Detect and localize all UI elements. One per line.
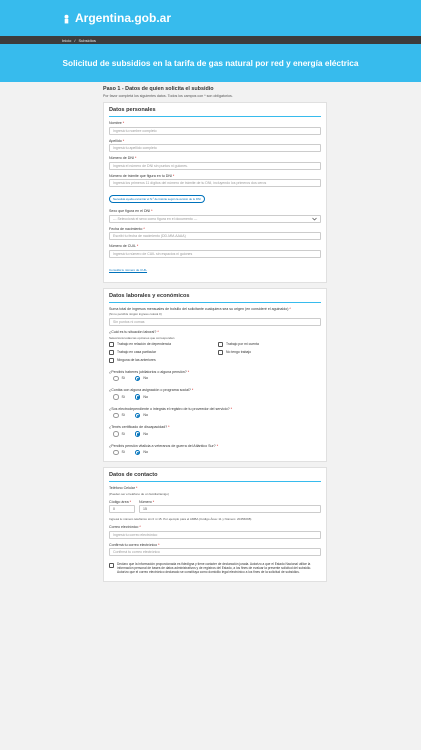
- radio-button[interactable]: [135, 376, 141, 382]
- q2-label: ¿Contás con alguna asignación o programa social? *: [109, 388, 194, 392]
- checkbox[interactable]: [109, 342, 114, 347]
- area-label: Código área *: [109, 499, 131, 504]
- labor-data-title: Datos laborales y económicos: [109, 293, 321, 303]
- tramite-input[interactable]: Ingresá los primeros 11 dígitos del número de trámite de tu DNI, incluyendo los primeros dos ceros: [109, 179, 321, 187]
- tramite-label: Número de trámite que figura en tu DNI *: [109, 173, 175, 178]
- q4-radios: [113, 431, 321, 437]
- q4-no[interactable]: No: [135, 431, 148, 437]
- option-dependencia[interactable]: Trabajo en relación de dependencia: [109, 342, 212, 347]
- q4-si[interactable]: Sí: [113, 431, 125, 437]
- q2-radios: [113, 394, 321, 400]
- telefono-note: Ingresá tu número telefónico sin 0 ni 15. Por ejemplo para el AMBA (Código Área: 11 y Número: 20456098): [109, 517, 252, 521]
- ingresos-hint: (Si no percibís ningún ingreso colocá 0): [109, 312, 162, 316]
- personal-data-card: [103, 102, 327, 283]
- step-title: Paso 1 - Datos de quien solicita el subsidio: [103, 86, 214, 92]
- breadcrumb-home[interactable]: Inicio: [62, 37, 72, 43]
- q3-label: ¿Sos electrodependiente o integrás el registro de tu proveedor del servicio? *: [109, 406, 233, 411]
- brand-name: Argentina.gob.ar: [75, 11, 172, 25]
- situacion-hint: Seleccioná todas las opciones que correspondan: [109, 335, 175, 340]
- sexo-select[interactable]: [109, 215, 321, 223]
- email-label: Correo electrónico *: [109, 525, 141, 529]
- q2-si[interactable]: Sí: [113, 394, 125, 400]
- sun-emblem-icon: [62, 13, 71, 24]
- option-casa-particular[interactable]: Trabajo en casa particular: [109, 350, 212, 355]
- nacimiento-input[interactable]: Escribí tu fecha de nacimiento (DD-MM-AAAA): [109, 232, 321, 240]
- telefono-label: Teléfono Celular *: [109, 486, 138, 490]
- option-sin-trabajo[interactable]: No tengo trabajo: [218, 350, 321, 355]
- situacion-label: ¿Cuál es tu situación laboral? *: [109, 330, 159, 334]
- contact-data-title: Datos de contacto: [109, 472, 321, 482]
- q5-radios: [113, 450, 321, 456]
- apellido-input[interactable]: Ingresá tu apellido completo: [109, 144, 321, 152]
- checkbox[interactable]: [218, 342, 223, 347]
- radio-button[interactable]: [113, 413, 119, 419]
- declaration: [109, 562, 321, 575]
- nombre-label: Nombre *: [109, 121, 125, 125]
- q5-si[interactable]: Sí: [113, 450, 125, 456]
- radio-button[interactable]: [135, 450, 141, 456]
- top-bar: [0, 0, 421, 36]
- radio-button[interactable]: [113, 394, 119, 400]
- q1-label: ¿Percibís haberes jubilatorios o alguna pensión? *: [109, 369, 190, 374]
- phone-row: [109, 496, 321, 514]
- cuil-label: Número de CUIL *: [109, 244, 139, 248]
- email-input[interactable]: Ingresá tu correo electrónico: [109, 531, 321, 539]
- cuil-help-link[interactable]: Consultá tu número de CUIL: [109, 267, 148, 272]
- checkbox[interactable]: [109, 350, 114, 355]
- radio-button[interactable]: [113, 376, 119, 382]
- checkbox[interactable]: [218, 350, 223, 355]
- email-confirm-input[interactable]: Confirmá tu correo electrónico: [109, 548, 321, 556]
- declaration-text: Declaro que la información proporcionada es fidedigna y tiene carácter de declaración jurada. Autorizo a que el Estado Nacional utilice la información personal de bases de datos administrativos y de registros del Estado, a los fines de evaluar la presente solicitud del subsidio. Autorizo que el correo electrónico declarado se constituya como domicilio legal electrónico a los fines de la solicitud de subsidios.: [117, 562, 312, 575]
- sexo-select-value: --- Seleccioná el sexo como figura en el documento ---: [113, 216, 198, 221]
- breadcrumb-separator: /: [74, 37, 76, 43]
- dni-input[interactable]: Ingresá el número de DNI sin puntos ni guiones.: [109, 162, 321, 170]
- area-input[interactable]: 0: [109, 505, 135, 513]
- q5-no[interactable]: No: [135, 450, 148, 456]
- dni-label: Número de DNI *: [109, 156, 137, 160]
- numero-input[interactable]: 15: [139, 505, 321, 513]
- site-header: [0, 0, 421, 82]
- ingresos-input[interactable]: Sin puntos ni comas: [109, 318, 321, 326]
- chevron-down-icon: [312, 217, 317, 221]
- apellido-label: Apellido *: [109, 138, 125, 143]
- nombre-input[interactable]: Ingresá tu nombre completo: [109, 127, 321, 135]
- nacimiento-label: Fecha de nacimiento *: [109, 226, 145, 231]
- cuil-input[interactable]: Ingresá tu número de CUIL sin espacios ni guiones: [109, 250, 321, 258]
- q4-label: ¿Tenés certificado de discapacidad? *: [109, 425, 170, 429]
- radio-button[interactable]: [113, 450, 119, 456]
- form-container: [103, 82, 327, 587]
- q1-no[interactable]: No: [135, 376, 148, 382]
- breadcrumb-current: Subsidios: [78, 37, 96, 43]
- situacion-options: [109, 342, 321, 363]
- labor-data-card: [103, 288, 327, 463]
- q5-label: ¿Percibís pensión vitalicia a veteranos de guerra del Atlántico Sur? *: [109, 443, 219, 448]
- checkbox[interactable]: [109, 358, 114, 363]
- option-ninguna[interactable]: Ninguna de las anteriores: [109, 358, 212, 363]
- q1-radios: [113, 376, 321, 382]
- step-note: Por favor completá los siguientes datos. Todos los campos con * son obligatorios.: [103, 94, 233, 98]
- q1-si[interactable]: Sí: [113, 376, 125, 382]
- sexo-label: Sexo que figura en el DNI *: [109, 209, 153, 213]
- page-title: Solicitud de subsidios en la tarifa de gas natural por red y energía eléctrica: [62, 58, 359, 68]
- personal-data-title: Datos personales: [109, 107, 321, 117]
- q2-no[interactable]: No: [135, 394, 148, 400]
- breadcrumb: [0, 36, 421, 44]
- radio-button[interactable]: [135, 431, 141, 437]
- telefono-hint: (Pueden ser el teléfono de un familiar/amigo): [109, 491, 169, 496]
- radio-button[interactable]: [113, 431, 119, 437]
- declaration-checkbox[interactable]: [109, 563, 114, 568]
- q3-no[interactable]: No: [135, 413, 148, 419]
- ingresos-label: Suma total de ingresos mensuales de bolsillo del solicitante cualquiera sea su origen (en consideré el aguinaldo) *: [109, 306, 291, 311]
- numero-label: Número *: [139, 499, 155, 504]
- contact-data-card: [103, 467, 327, 582]
- radio-button[interactable]: [135, 413, 141, 419]
- radio-button[interactable]: [135, 394, 141, 400]
- q3-si[interactable]: Sí: [113, 413, 125, 419]
- brand-logo[interactable]: [62, 11, 171, 25]
- tramite-help-button[interactable]: Necesitás ayuda encontrar el N.º de trámite según la versión de tu DNI: [109, 195, 205, 203]
- email-confirm-label: Confirmá tu correo electrónico *: [109, 542, 160, 547]
- option-cuenta-propia[interactable]: Trabajo por mi cuenta: [218, 342, 321, 347]
- q3-radios: [113, 413, 321, 419]
- hero-banner: [0, 44, 421, 82]
